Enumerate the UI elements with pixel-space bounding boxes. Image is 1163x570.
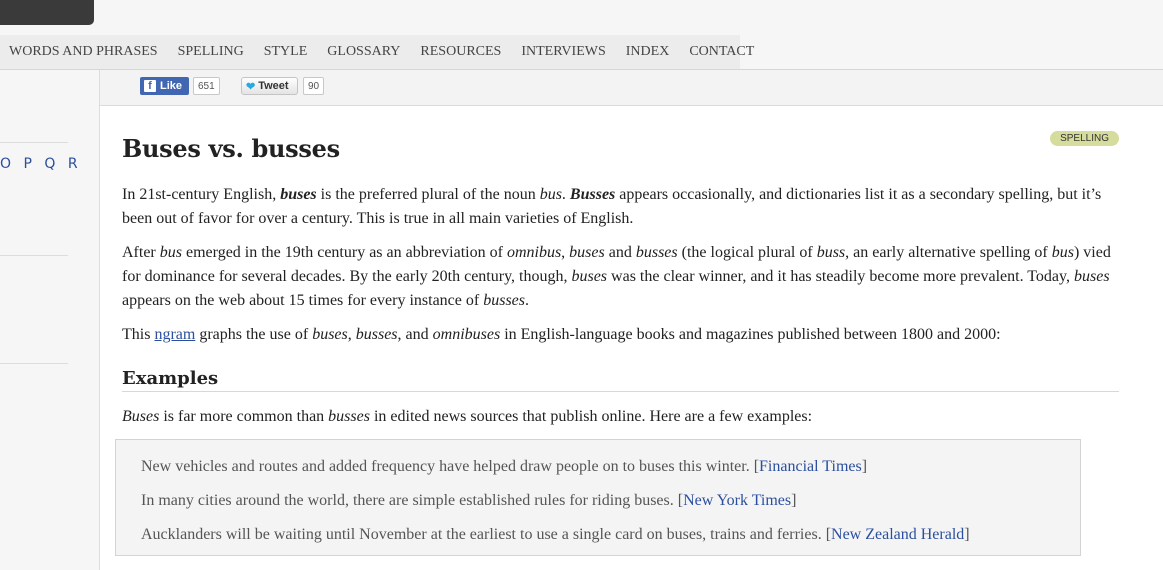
italic-term: omnibus	[506, 244, 562, 261]
alpha-link-r[interactable]: R	[67, 156, 81, 172]
alpha-link-p[interactable]: P	[23, 156, 35, 172]
paragraph-1: In 21st-century English, buses is the preferred plural of the noun bus. Busses appears occasionally, and dictionaries list it as a secondary spelling, but it’s been out of favor for over a century. This is true in all main varieties of English.	[122, 186, 1102, 227]
italic-term: buss	[816, 244, 846, 261]
facebook-like-button[interactable]	[140, 77, 189, 95]
italic-term: Buses	[122, 408, 160, 425]
ngram-link[interactable]: ngram	[154, 326, 196, 343]
paragraph-4: Buses is far more common than busses in edited news sources that publish online. Here are a few examples:	[122, 408, 813, 425]
paragraph-2: After bus emerged in the 19th century as an abbreviation of omnibus, buses and busses (the logical plural of buss, an early alternative spelling of bus) vied for dominance for several decades. By the early 20th century, though, buses was the clear winner, and it has steadily become more prevalent. Today, buses appears on the web about 15 times for every instance of busses.	[122, 244, 1111, 309]
italic-term: bus	[159, 244, 182, 261]
bold-italic-term: buses	[280, 186, 317, 203]
tweet-label: Tweet	[258, 80, 289, 92]
twitter-bird-icon: ❤	[246, 80, 256, 93]
nav-words-and-phrases[interactable]: WORDS AND PHRASES	[9, 44, 158, 59]
facebook-icon: f	[144, 80, 156, 92]
tweet-button[interactable]	[241, 77, 298, 95]
italic-term: busses	[635, 244, 678, 261]
sidebar-divider	[0, 142, 68, 143]
sidebar	[0, 70, 100, 570]
example-quote: New vehicles and routes and added frequency have helped draw people on to buses this winter. [Financial Times]	[141, 458, 868, 475]
italic-term: bus	[1051, 244, 1074, 261]
nav-resources[interactable]: RESOURCES	[420, 44, 502, 59]
quote-source-link[interactable]: Financial Times	[759, 458, 862, 475]
nav-style[interactable]: STYLE	[263, 44, 308, 59]
italic-term: buses	[571, 268, 608, 285]
example-quote: In many cities around the world, there are simple established rules for riding buses. [New York Times]	[141, 492, 797, 509]
example-quote: Aucklanders will be waiting until November at the earliest to use a single card on buses, trains and ferries. [New Zealand Herald]	[141, 526, 970, 543]
italic-term: busses	[483, 292, 525, 309]
quote-text: New vehicles and routes and added frequency have helped draw people on to buses this winter.	[141, 458, 754, 475]
quote-text: In many cities around the world, there are simple established rules for riding buses.	[141, 492, 678, 509]
italic-term: busses	[328, 408, 370, 425]
italic-term: busses	[355, 326, 398, 343]
site-logo[interactable]	[0, 0, 94, 25]
share-bar	[100, 70, 1163, 106]
like-label: Like	[160, 80, 183, 92]
italic-term: buses	[1074, 268, 1110, 285]
alpha-link-o[interactable]: O	[0, 156, 15, 172]
italic-term: buses	[312, 326, 348, 343]
article-main	[100, 106, 1163, 570]
nav-contact[interactable]: CONTACT	[689, 44, 755, 59]
alpha-link-q[interactable]: Q	[44, 156, 59, 172]
italic-term: buses	[569, 244, 605, 261]
bold-italic-term: Busses	[569, 186, 616, 203]
quote-text: Aucklanders will be waiting until November at the earliest to use a single card on buses, trains and ferries.	[141, 526, 826, 543]
nav-spelling[interactable]: SPELLING	[177, 44, 244, 59]
quote-source-link[interactable]: New Zealand Herald	[831, 526, 965, 543]
sidebar-divider	[0, 363, 68, 364]
main-nav	[0, 35, 755, 69]
examples-heading: Examples	[122, 368, 1119, 392]
italic-term: bus	[539, 186, 562, 203]
like-count: 651	[193, 77, 220, 95]
sidebar-divider	[0, 255, 68, 256]
paragraph-3: This ngram graphs the use of buses, busses, and omnibuses in English-language books and magazines published between 1800 and 2000:	[122, 326, 1001, 343]
quote-source-link[interactable]: New York Times	[683, 492, 792, 509]
italic-term: omnibuses	[432, 326, 501, 343]
nav-glossary[interactable]: GLOSSARY	[327, 44, 401, 59]
alphabet-index	[0, 156, 83, 172]
category-badge[interactable]: SPELLING	[1050, 131, 1119, 146]
page-title: Buses vs. busses	[122, 134, 340, 163]
tweet-count: 90	[303, 77, 324, 95]
nav-interviews[interactable]: INTERVIEWS	[521, 44, 606, 59]
examples-quote-box	[115, 439, 1081, 556]
nav-index[interactable]: INDEX	[625, 44, 670, 59]
